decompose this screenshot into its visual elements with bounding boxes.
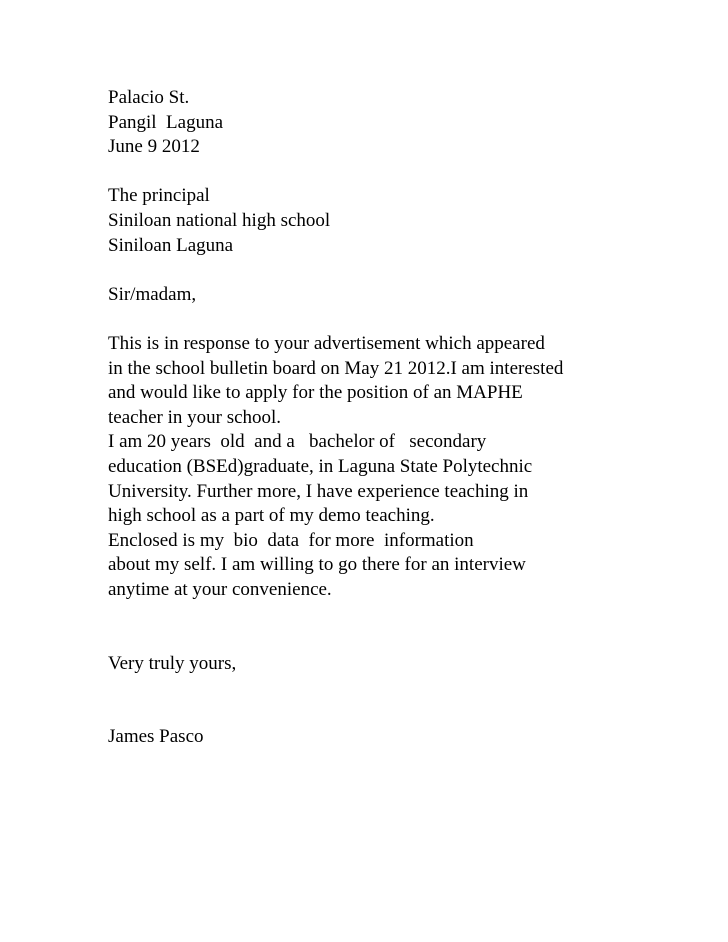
- letter-body: [108, 332, 668, 603]
- spacer: [108, 676, 668, 725]
- salutation: Sir/madam,: [108, 283, 197, 305]
- body-line: This is in response to your advertisement which appeared: [108, 332, 545, 354]
- body-line: University. Further more, I have experience teaching in: [108, 480, 529, 502]
- spacer: [108, 258, 668, 283]
- body-line: I am 20 years old and a bachelor of secondary: [108, 431, 487, 453]
- sender-address: [108, 86, 668, 160]
- body-line: Enclosed is my bio data for more information: [108, 529, 474, 551]
- sender-street: Palacio St.: [108, 87, 190, 108]
- spacer: [108, 602, 668, 651]
- body-line: teacher in your school.: [108, 406, 282, 428]
- body-line: in the school bulletin board on May 21 2012.I am interested: [108, 357, 564, 379]
- recipient-title: The principal: [108, 185, 210, 207]
- body-line: and would like to apply for the position of an MAPHE: [108, 382, 523, 404]
- spacer: [108, 160, 668, 185]
- recipient-school: Siniloan national high school: [108, 209, 331, 231]
- spacer: [108, 307, 668, 332]
- signature-name: James Pasco: [108, 726, 204, 748]
- sender-city: Pangil Laguna: [108, 111, 224, 133]
- body-line: education (BSEd)graduate, in Laguna State Polytechnic: [108, 455, 533, 477]
- letter-date: June 9 2012: [108, 136, 200, 158]
- cover-letter: [108, 86, 668, 750]
- closing: Very truly yours,: [108, 652, 237, 674]
- signature-block: [108, 725, 668, 750]
- body-line: anytime at your convenience.: [108, 578, 332, 600]
- recipient-location: Siniloan Laguna: [108, 234, 234, 256]
- salutation-block: [108, 283, 668, 308]
- recipient-address: [108, 184, 668, 258]
- body-line: about my self. I am willing to go there for an interview: [108, 554, 526, 576]
- closing-block: [108, 652, 668, 677]
- body-line: high school as a part of my demo teaching.: [108, 505, 435, 527]
